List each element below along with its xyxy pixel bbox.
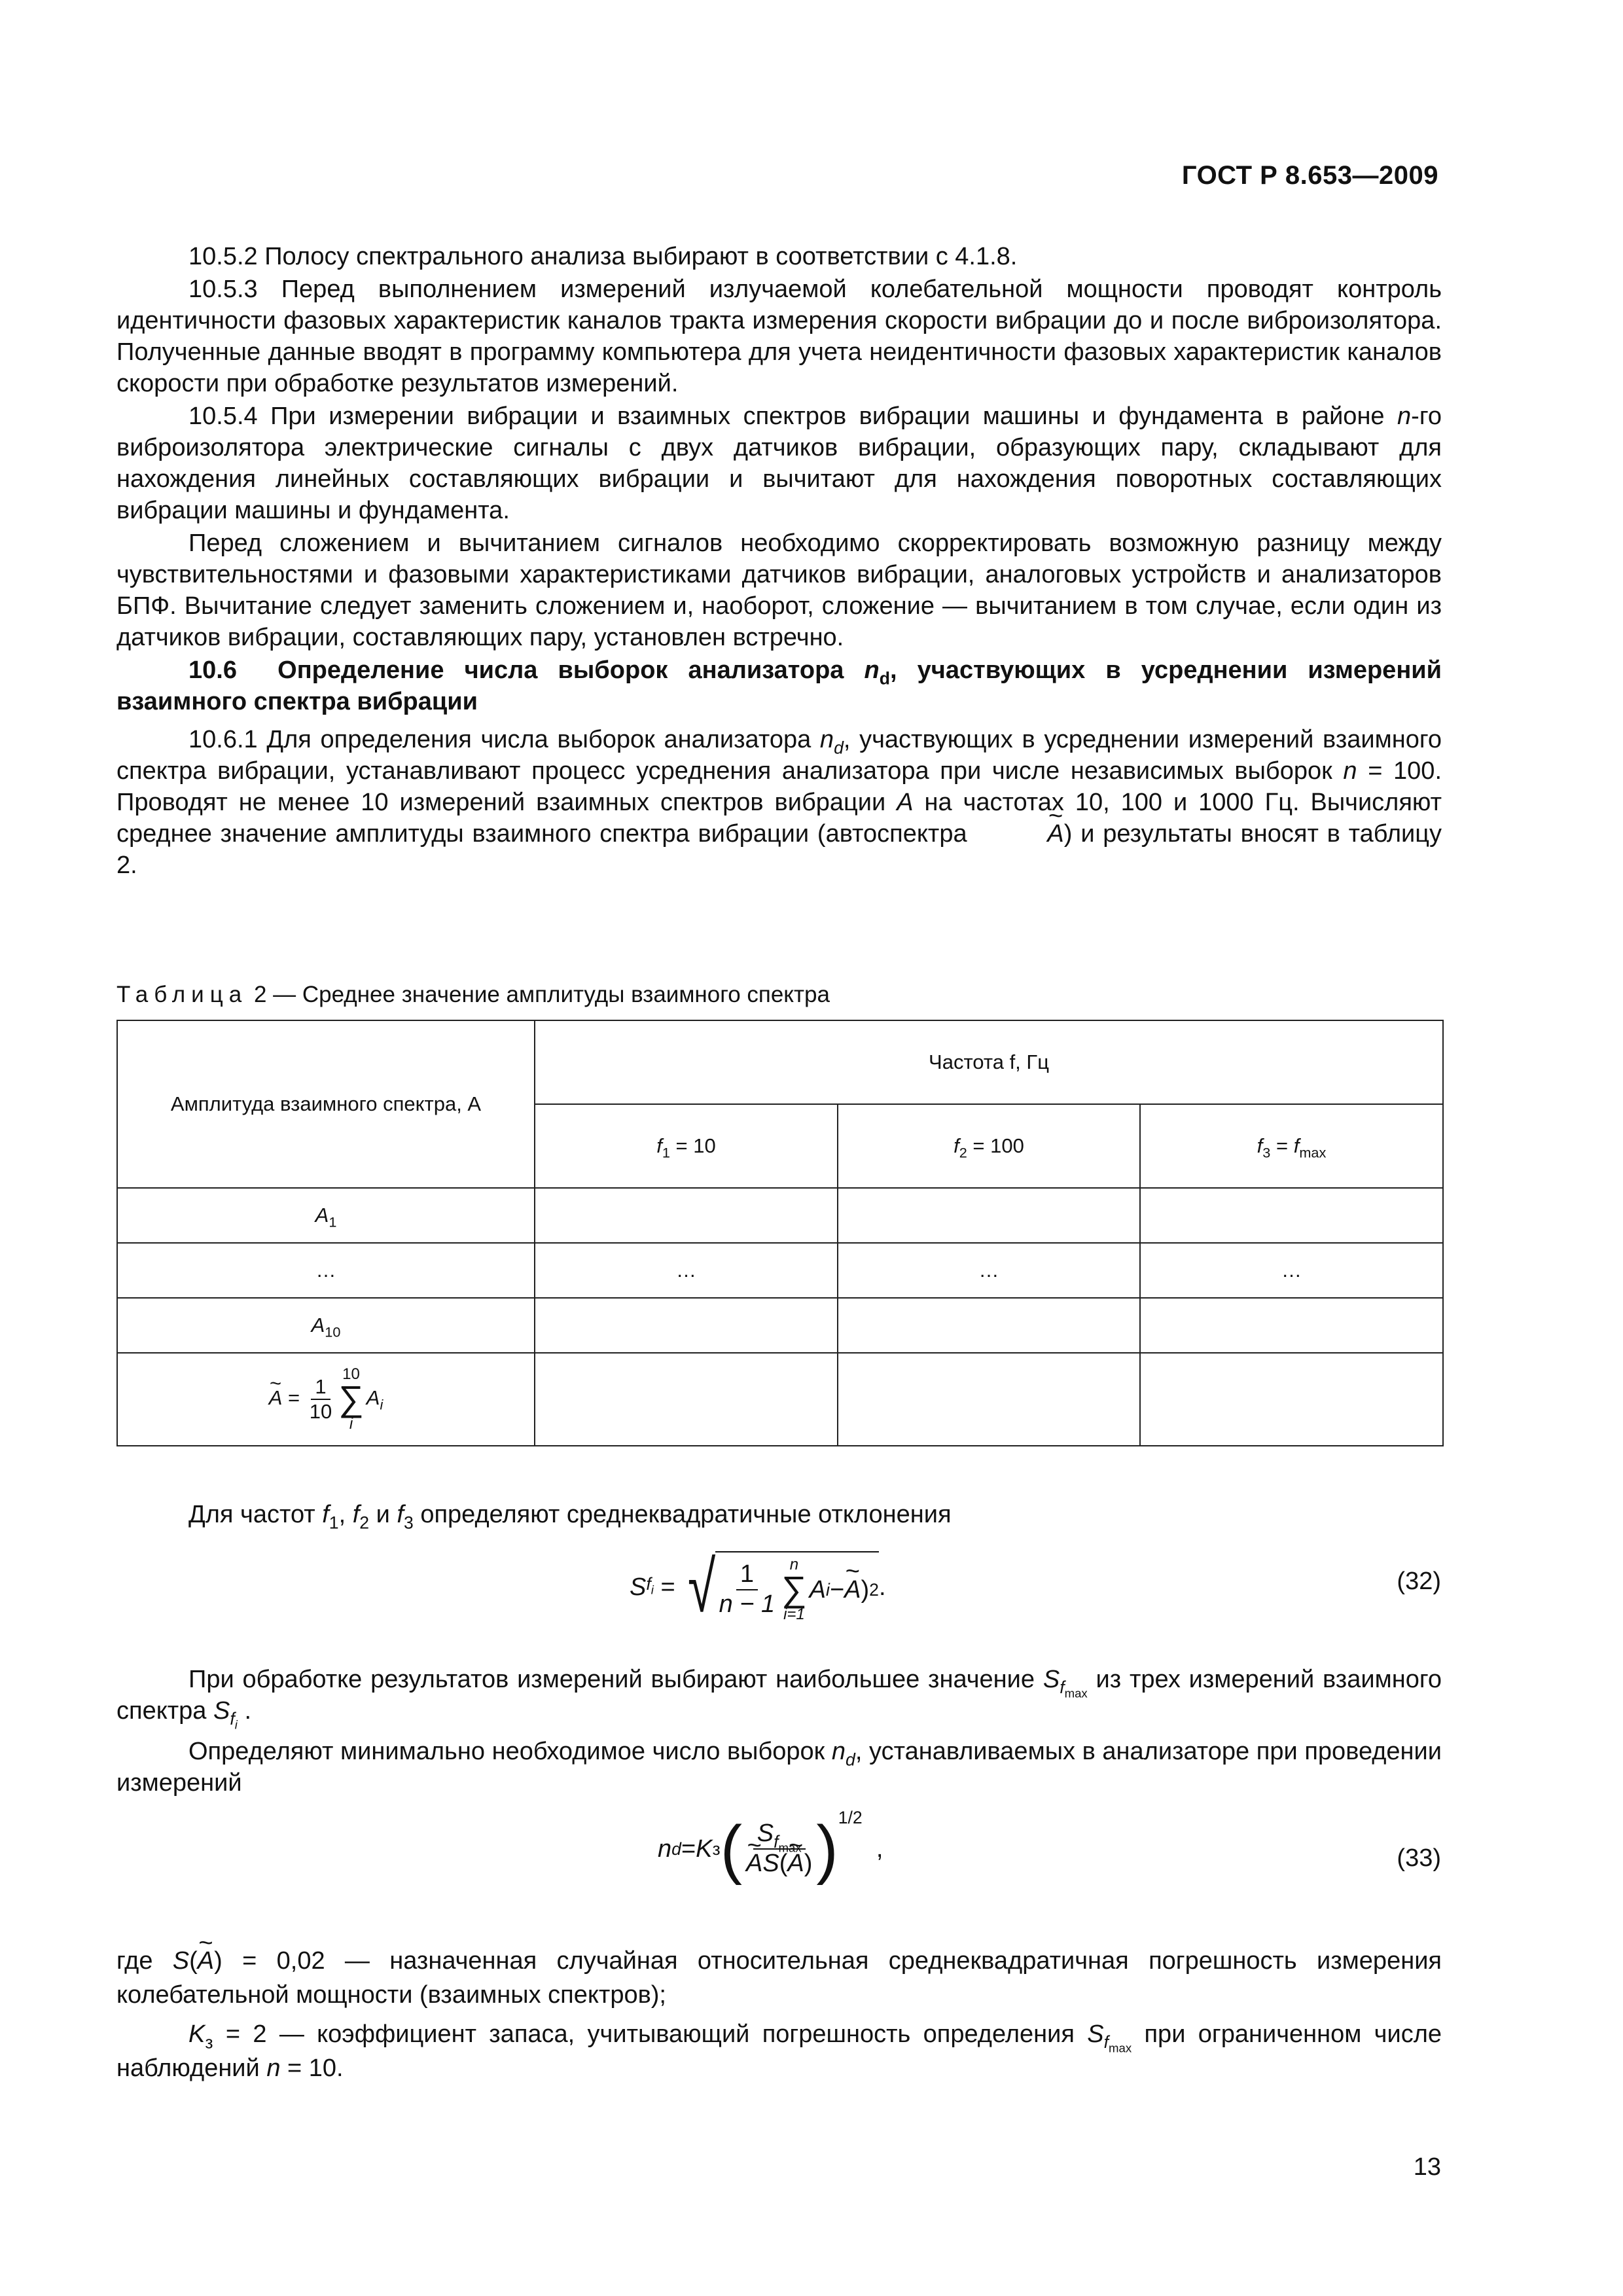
table-caption: Таблица 2 — Среднее значение амплитуды взаимного спектра bbox=[116, 982, 830, 1007]
table-cell bbox=[838, 1298, 1140, 1353]
equation-33: n d = K з ( $S_{f_{max}}$ ~ AS(~ A) ) 1/2 , bbox=[658, 1816, 883, 1882]
freq-col-3: $f_3 = f_{max}$ bbox=[1140, 1104, 1443, 1188]
body-section-definitions: где S(~ A) = 0,02 — назначенная случайная относительная среднеквадратичная погрешность измерения колебательной мощности (взаимных спектров); $K_з = 2$ — коэффициент запаса, учитывающий погрешность определения $S_{f_{max}}$ при ограниченном числе наблюдений n = 10. bbox=[116, 1944, 1442, 2085]
table-cell-ellipsis: … bbox=[535, 1243, 838, 1298]
row-label-a1: $A_1$ bbox=[117, 1188, 535, 1243]
row-header-cell: Амплитуда взаимного спектра, А bbox=[117, 1020, 535, 1188]
paragraph-10-5-4: 10.5.4 При измерении вибрации и взаимных спектров вибрации машины и фундамента в районе n-го виброизолятора электрические сигналы с двух датчиков вибрации, образующих пару, складывают для нахождения линейных составляющих вибрации и вычитают для нахождения поворотных составляющих вибрации машины и фундамента. bbox=[116, 403, 1442, 524]
row-label-ellipsis: … bbox=[117, 1243, 535, 1298]
table-cell bbox=[1140, 1188, 1443, 1243]
paragraph-10-5-2: 10.5.2 Полосу спектрального анализа выбирают в соответствии с 4.1.8. bbox=[188, 243, 1018, 270]
row-label-mean-formula: ~ A = $\frac{1}{10}$ 10 ∑ i $A_i$ bbox=[117, 1353, 535, 1446]
frequency-header-cell: Частота f, Гц bbox=[535, 1020, 1443, 1104]
table-cell bbox=[838, 1353, 1140, 1446]
standard-header: ГОСТ Р 8.653—2009 bbox=[1181, 161, 1438, 190]
equation-number-32: (32) bbox=[1397, 1568, 1441, 1595]
table-cell bbox=[535, 1188, 838, 1243]
body-section-estimation: При обработке результатов измерений выбирают наибольшее значение $S_{f_{max}}$ из трех измерений взаимного спектра $S_{f_i}$ . Определяют минимально необходимое число выборок $n_d$, устанавливаемых в анализаторе при проведении измерений bbox=[116, 1666, 1442, 1797]
body-section-10-5 bbox=[116, 241, 1442, 881]
table-cell bbox=[535, 1353, 838, 1446]
equation-number-33: (33) bbox=[1397, 1844, 1441, 1872]
table-2-cross-spectrum bbox=[116, 1020, 1444, 1446]
paragraph-subtraction-note: Перед сложением и вычитанием сигналов необходимо скорректировать возможную разницу между чувствительностями и фазовыми характеристиками датчиков вибрации, аналоговых устройств и анализаторов БПФ. Вычитание следует заменить сложением и, наоборот, сложение — вычитанием в том случае, если один из датчиков вибрации, составляющих пару, установлен встречно. bbox=[116, 529, 1442, 651]
table-cell-ellipsis: … bbox=[1140, 1243, 1443, 1298]
paragraph-10-6-1: 10.6.1 Для определения числа выборок анализатора $n_d$, участвующих в усреднении измерений взаимного спектра вибрации, устанавливают процесс усреднения анализатора при числе независимых выборок n = 100. Проводят не менее 10 измерений взаимных спектров вибрации A на частотах 10, 100 и 1000 Гц. Вычисляют среднее значение амплитуды взаимного спектра вибрации (автоспектра ~ A) и результаты вносят в таблицу 2. bbox=[116, 724, 1442, 881]
table-cell bbox=[535, 1298, 838, 1353]
paragraph-deviations: Для частот $f_1$, $f_2$ и $f_3$ определяют среднеквадратичные отклонения bbox=[188, 1501, 952, 1533]
table-cell bbox=[1140, 1298, 1443, 1353]
table-cell bbox=[838, 1188, 1140, 1243]
paragraph-10-5-3: 10.5.3 Перед выполнением измерений излучаемой колебательной мощности проводят контроль идентичности фазовых характеристик каналов тракта измерения скорости вибрации до и после виброизолятора. Полученные данные вводят в программу компьютера для учета неидентичности фазовых характеристик каналов скорости при обработке результатов измерений. bbox=[116, 276, 1442, 397]
row-label-a10: $A_{10}$ bbox=[117, 1298, 535, 1353]
table-cell-ellipsis: … bbox=[838, 1243, 1140, 1298]
freq-col-2: $f_2 = 100$ bbox=[838, 1104, 1140, 1188]
equation-32: S $f_i$ = √ $\frac{1}{n - 1}$ n ∑ i=1 A i − ~ A ) 2 . bbox=[630, 1551, 886, 1623]
section-heading-10-6: 10.6 Определение числа выборок анализатора $n_d$, участвующих в усреднении измерений взаимного спектра вибрации bbox=[116, 656, 1442, 715]
table-cell bbox=[1140, 1353, 1443, 1446]
page-number: 13 bbox=[1413, 2153, 1441, 2181]
freq-col-1: $f_1 = 10$ bbox=[535, 1104, 838, 1188]
